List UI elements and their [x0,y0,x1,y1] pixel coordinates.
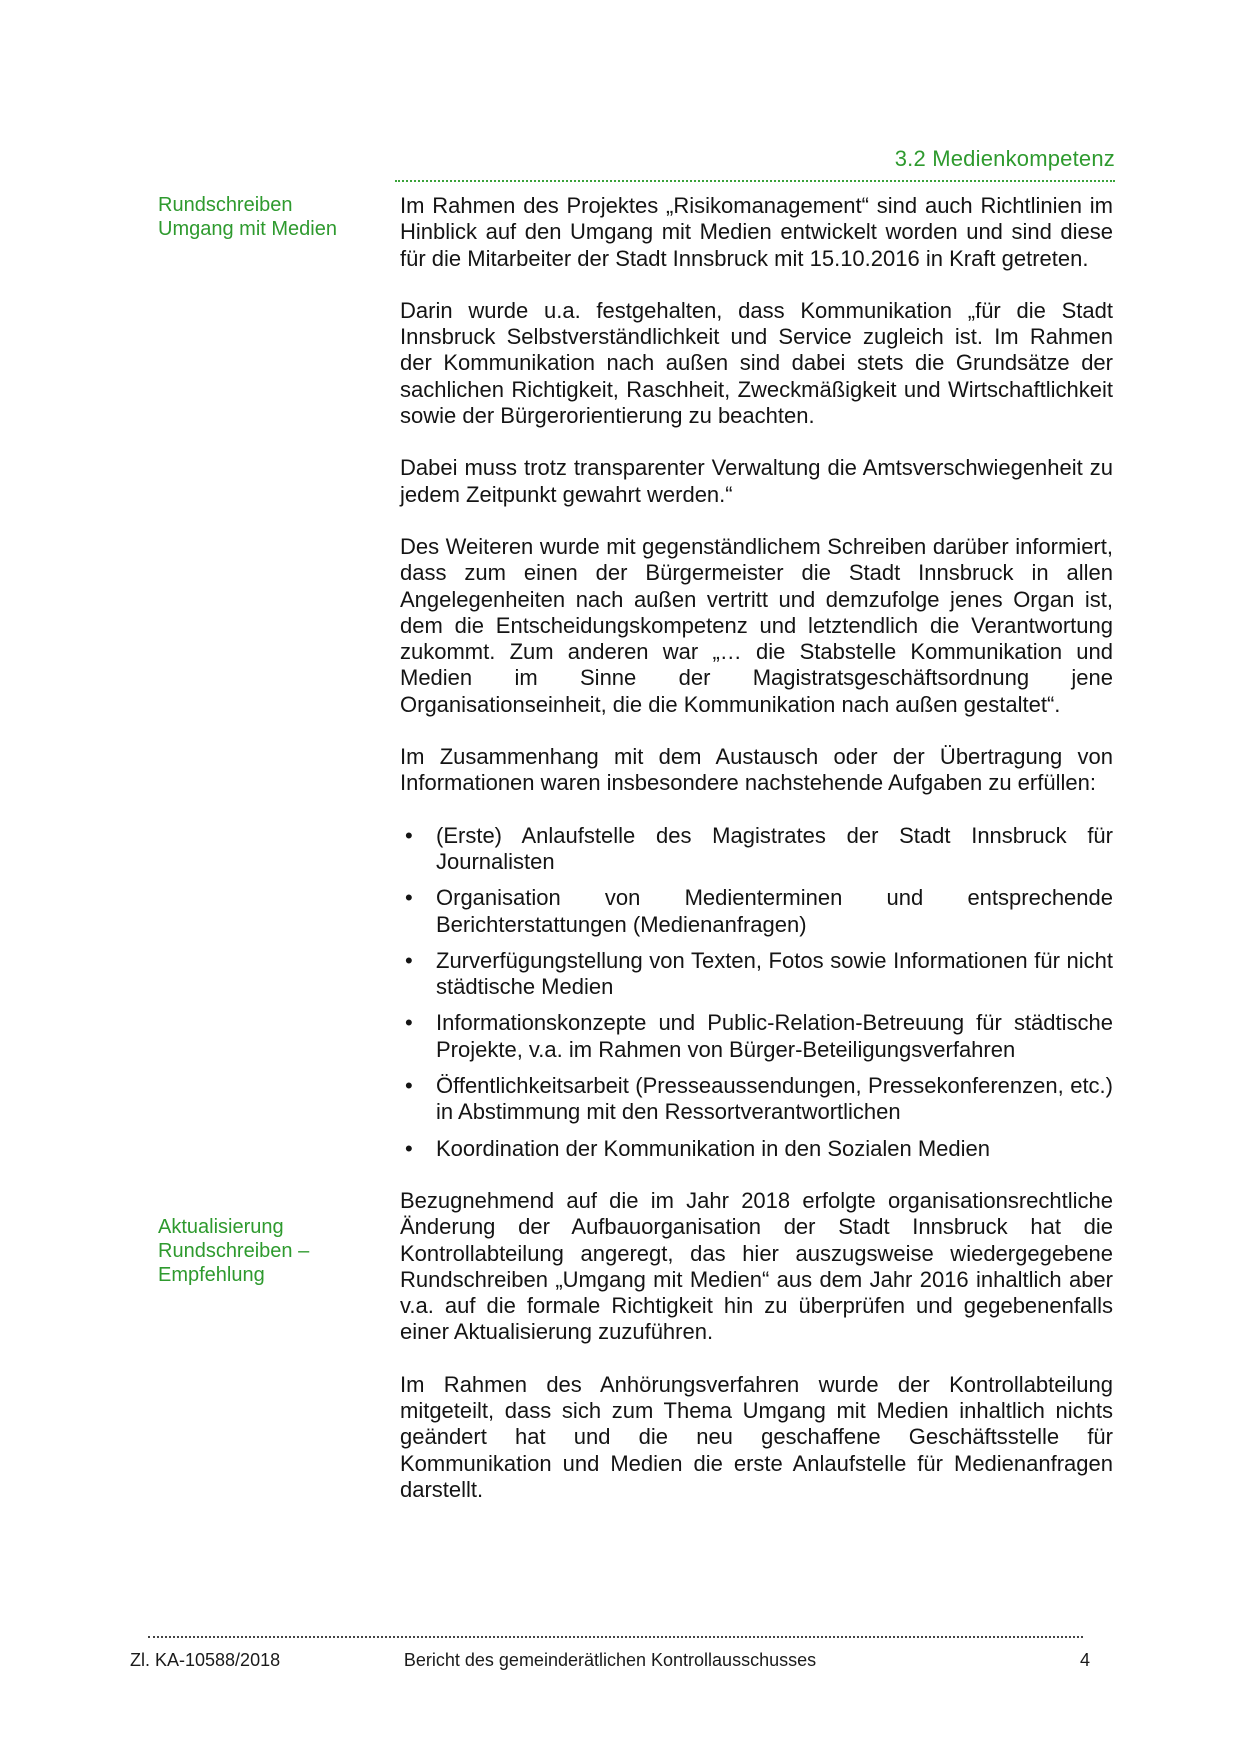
margin-note-rundschreiben [158,193,368,241]
body-text [400,193,1113,1529]
list-item [400,885,1113,938]
bullet-icon: • [405,885,413,911]
paragraph-intro: Im Rahmen des Projektes „Risikomanagement“ sind auch Richtlinien im Hinblick auf den Umgang mit Medien entwickelt worden und sind diese für die Mitarbeiter der Stadt Innsbruck mit 15.10.2016 in Kraft getreten. [400,193,1113,271]
section-header [395,146,1115,182]
margin-note-line: Rundschreiben [158,194,293,216]
paragraph-quote-end: Dabei muss trotz transparenter Verwaltung die Amtsverschwiegenheit zu jedem Zeitpunkt gewahrt werden.“ [400,455,1113,507]
list-item-text: (Erste) Anlaufstelle des Magistrates der Stadt Innsbruck für Journalisten [436,822,1113,874]
list-item [400,823,1113,876]
paragraph-hearing-result: Im Rahmen des Anhörungsverfahren wurde der Kontrollabteilung mitgeteilt, dass sich zum Thema Umgang mit Medien inhaltlich nichts geändert hat und die neu geschaffene Geschäftsstelle für Kommunikation und Medien die erste Anlaufstelle für Medienanfragen darstellt. [400,1371,1113,1502]
footer-divider [148,1636,1083,1638]
margin-note-line: Umgang mit Medien [158,218,337,240]
list-item-text: Organisation von Medienterminen und entsprechende Berichterstattungen (Medienanfragen) [436,885,1113,937]
list-item-text: Öffentlichkeitsarbeit (Presseaussendungen, Pressekonferenzen, etc.) in Abstimmung mit den Ressortverantwortlichen [436,1073,1113,1125]
list-item [400,948,1113,1001]
margin-note-line: Empfehlung [158,1264,265,1286]
margin-note-aktualisierung [158,1215,368,1287]
margin-note-line: Rundschreiben – [158,1240,310,1262]
bullet-icon: • [405,1135,413,1161]
list-item-text: Informationskonzepte und Public-Relation-Betreuung für städtische Projekte, v.a. im Rahmen von Bürger-Beteiligungsverfahren [436,1010,1113,1062]
paragraph-update-recommendation: Bezugnehmend auf die im Jahr 2018 erfolgte organisationsrechtliche Änderung der Aufbauorganisation der Stadt Innsbruck hat die Kontrollabteilung angeregt, das hier auszugsweise wiedergegebene Rundschreiben „Umgang mit Medien“ aus dem Jahr 2016 inhaltlich aber v.a. auf die formale Richtigkeit hin zu überprüfen und gegebenenfalls einer Aktualisierung zuzuführen. [400,1187,1113,1345]
footer-report-title: Bericht des gemeinderätlichen Kontrollausschusses [403,1650,817,1670]
margin-note-line: Aktualisierung [158,1216,284,1238]
footer-page-number: 4 [1079,1650,1090,1670]
list-item [400,1136,1113,1162]
paragraph-quote: Darin wurde u.a. festgehalten, dass Kommunikation „für die Stadt Innsbruck Selbstverständlichkeit und Service zugleich ist. Im Rahmen der Kommunikation nach außen sind dabei stets die Grundsätze der sachlichen Richtigkeit, Raschheit, Zweckmäßigkeit und Wirtschaftlichkeit sowie der Bürgerorientierung zu beachten. [400,297,1113,429]
bullet-icon: • [405,1073,413,1099]
task-list [400,823,1113,1162]
paragraph-responsibility: Des Weiteren wurde mit gegenständlichem Schreiben darüber informiert, dass zum einen der Bürgermeister die Stadt Innsbruck in allen Angelegenheiten nach außen vertritt und demzufolge jenes Organ ist, dem die Entscheidungskompetenz und letztendlich die Verantwortung zukommt. Zum anderen war „… die Stabstelle Kommunikation und Medien im Sinne der Magistratsgeschäftsordnung jene Organisationseinheit, die die Kommunikation nach außen gestaltet“. [400,533,1113,717]
section-title: 3.2 Medienkompetenz [894,146,1115,171]
paragraph-tasks-intro: Im Zusammenhang mit dem Austausch oder der Übertragung von Informationen waren insbesondere nachstehende Aufgaben zu erfüllen: [400,744,1113,796]
bullet-icon: • [405,947,413,973]
bullet-icon: • [405,822,413,848]
page-footer [130,1650,1090,1676]
list-item-text: Zurverfügungstellung von Texten, Fotos sowie Informationen für nicht städtische Medien [436,947,1113,1000]
bullet-icon: • [405,1010,413,1036]
list-item [400,1073,1113,1126]
list-item-text: Koordination der Kommunikation in den Sozialen Medien [436,1135,991,1161]
footer-reference: Zl. KA-10588/2018 [130,1650,281,1670]
list-item [400,1010,1113,1063]
